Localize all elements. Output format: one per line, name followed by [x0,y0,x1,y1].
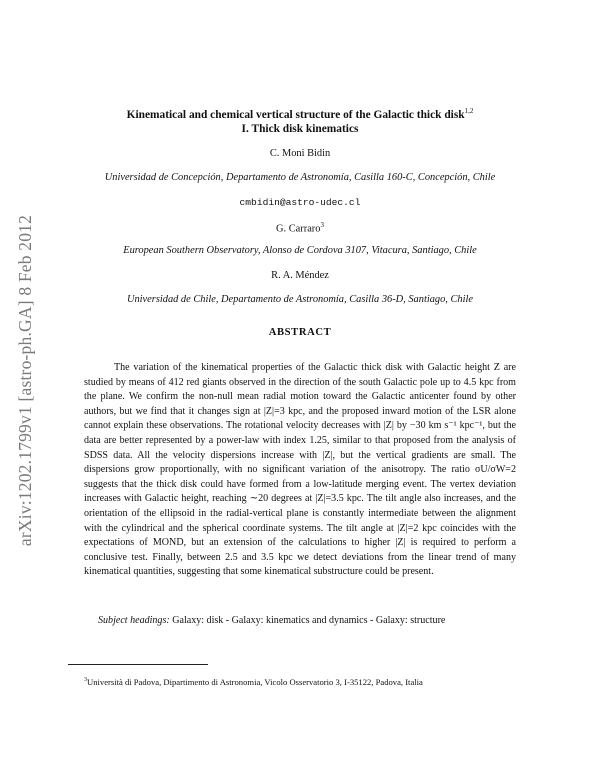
author-1-affiliation: Universidad de Concepción, Departamento de Astronomía, Casilla 160-C, Concepción, Chile [104,172,496,183]
author-1-name: C. Moni Bidin [269,148,331,159]
subject-headings-label: Subject headings: [98,615,170,626]
author-3-name: R. A. Méndez [271,270,329,281]
title-line-1: Kinematical and chemical vertical structure of the Galactic thick disk [126,108,465,121]
author-2-name: G. Carraro$^3$ [276,221,324,235]
footnote-text: Università di Padova, Dipartimento di Astronomia, Vicolo Osservatorio 3, I-35122, Padova, Italia [87,676,423,687]
abstract-body: The variation of the kinematical properties of the Galactic thick disk with Galactic height Z are studied by means of 412 red giants observed in the direction of the south Galactic pole up to 4.5 kpc from the plane. We confirm the non-null mean radial motion toward the Galactic anticenter found by other authors, but we find that it changes sign at |Z|=3 kpc, and the proposed inward motion of the LSR alone cannot explain these observations. The rotational velocity decreases with |Z| by −30 km s⁻¹ kpc⁻¹, but the data are better represented by a power-law with index 1.25, similar to that proposed from the analysis of SDSS data. All the velocity dispersions increase with |Z|, but the vertical gradients are small. The dispersions grow proportionally, with no significant variation of the anisotropy. The ratio σU/σW=2 suggests that the thick disk could have formed from a low-latitude merging event. The vertex deviation increases with Galactic height, reaching ∼20 degrees at |Z|=3.5 kpc. The tilt angle also increases, and the orientation of the ellipsoid in the radial-vertical plane is constantly intermediate between the alignment with the cylindrical and the spherical coordinate systems. The tilt angle at |Z|=2 kpc coincides with the expectations of MOND, but an extension of the calculations to higher |Z| is required to perform a conclusive test. Finally, between 2.5 and 3.5 kpc we detect deviations from the linear trend of many kinematical quantities, suggesting that some kinematical substructure could be present. [84,362,516,578]
subject-headings-text: Galaxy: disk - Galaxy: kinematics and dynamics - Galaxy: structure [172,615,446,626]
subject-headings [84,614,516,628]
author-2-affiliation: European Southern Observatory, Alonso de Cordova 3107, Vitacura, Santiago, Chile [123,245,477,256]
title-line-2: I. Thick disk kinematics [241,123,359,136]
paper-title [66,104,534,137]
author-1-email[interactable]: cmbidin@astro-udec.cl [239,197,361,208]
footnote-mark: 3 [84,677,87,683]
footnote-divider [68,664,208,665]
title-footnote-marks: 1,2 [464,107,474,115]
author-3-affiliation: Universidad de Chile, Departamento de Astronomía, Casilla 36-D, Santiago, Chile [126,294,474,305]
arxiv-side-stamp [12,170,40,590]
footnote [84,675,524,688]
abstract-heading: ABSTRACT [268,327,332,338]
arxiv-identifier: arXiv:1202.1799v1 [astro-ph.GA] 8 Feb 2012 [15,214,36,546]
